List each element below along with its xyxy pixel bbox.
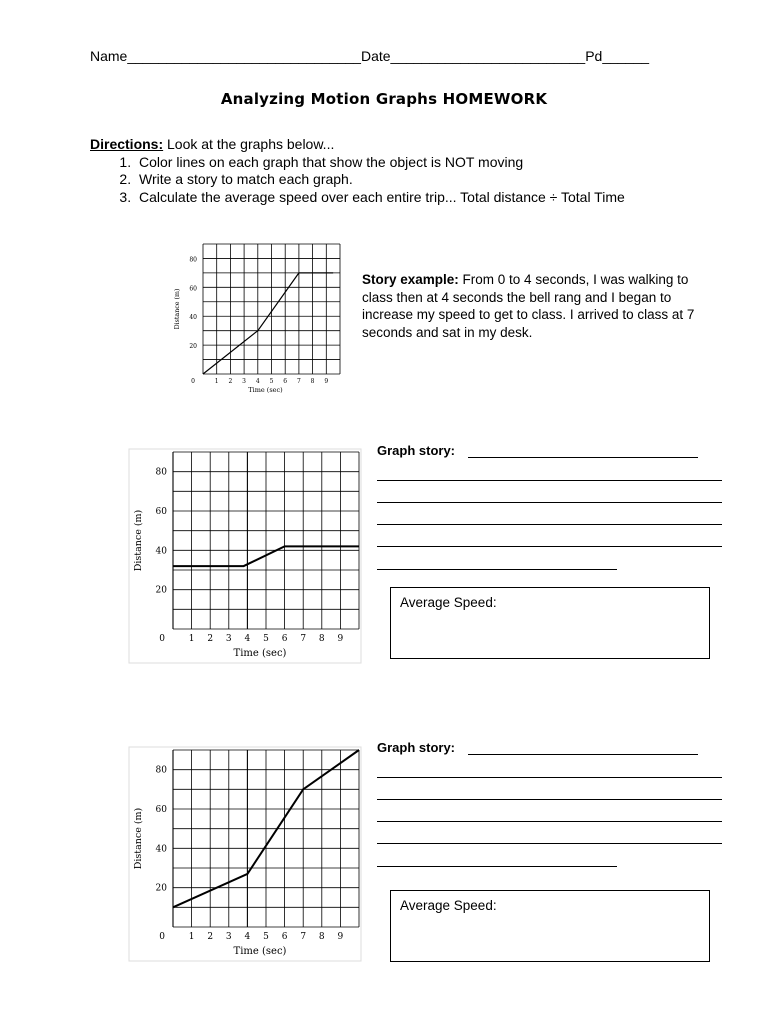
- average-speed-label: Average Speed:: [400, 595, 497, 610]
- origin-label: 0: [191, 378, 195, 385]
- y-tick-label: 60: [155, 805, 167, 815]
- graph-story-1-line[interactable]: [377, 524, 722, 525]
- directions-intro: Look at the graphs below...: [163, 136, 335, 152]
- graph-story-2-line[interactable]: [377, 821, 722, 822]
- x-tick-label: 5: [263, 932, 269, 942]
- origin-label: 0: [159, 634, 165, 644]
- x-tick-label: 9: [337, 932, 344, 942]
- x-tick-label: 6: [281, 932, 288, 942]
- x-tick-label: 3: [225, 932, 232, 942]
- directions-list: [90, 154, 625, 207]
- graph-story-2-line[interactable]: [468, 754, 698, 755]
- graph-2: [128, 746, 362, 963]
- graph-story-2-line[interactable]: [377, 843, 722, 844]
- graph-story-2-label: Graph story:: [377, 740, 456, 755]
- x-tick-label: 9: [324, 378, 329, 385]
- graph-story-1-label: Graph story:: [377, 443, 456, 458]
- x-tick-label: 5: [269, 378, 274, 385]
- y-tick-label: 80: [155, 467, 167, 478]
- x-tick-label: 5: [263, 634, 269, 644]
- y-tick-label: 60: [189, 285, 197, 293]
- origin-label: 0: [159, 932, 165, 942]
- y-tick-label: 40: [155, 546, 167, 557]
- graph-story-1-line[interactable]: [377, 569, 617, 570]
- x-tick-label: 2: [207, 932, 214, 942]
- graph-story-2-line[interactable]: [377, 799, 722, 800]
- direction-item: 2. Write a story to match each graph.: [135, 171, 625, 189]
- story-example-label: Story example:: [362, 272, 459, 287]
- y-tick-label: 60: [155, 507, 167, 517]
- x-tick-label: 1: [214, 378, 219, 385]
- x-tick-label: 3: [225, 634, 232, 644]
- y-axis-label: Distance (m): [133, 807, 144, 870]
- header-line: [90, 48, 649, 64]
- pd-blank[interactable]: ______: [602, 48, 650, 64]
- y-tick-label: 20: [189, 343, 197, 351]
- x-axis-label: Time (sec): [233, 648, 287, 659]
- average-speed-label: Average Speed:: [400, 898, 497, 913]
- story-example: [362, 271, 707, 341]
- graph-1: [128, 448, 362, 665]
- x-tick-label: 1: [188, 932, 195, 942]
- x-tick-label: 7: [296, 378, 301, 385]
- x-axis-label: Time (sec): [248, 386, 283, 394]
- x-tick-label: 2: [207, 634, 214, 644]
- y-tick-label: 80: [189, 256, 197, 264]
- x-tick-label: 2: [228, 378, 233, 385]
- date-label: Date: [360, 48, 391, 64]
- directions-label: Directions:: [90, 136, 164, 152]
- x-tick-label: 4: [255, 378, 260, 385]
- x-tick-label: 9: [337, 634, 344, 644]
- graph-story-2-line[interactable]: [377, 866, 617, 867]
- name-label: Name: [90, 48, 128, 64]
- graph-story-1-line[interactable]: [377, 480, 722, 481]
- y-tick-label: 80: [155, 765, 167, 776]
- y-tick-label: 40: [189, 314, 197, 322]
- x-tick-label: 8: [318, 634, 325, 644]
- x-tick-label: 6: [281, 634, 288, 644]
- data-line: [203, 273, 333, 374]
- graph-story-2-line[interactable]: [377, 777, 722, 778]
- name-blank[interactable]: ______________________________: [127, 48, 361, 64]
- y-tick-label: 40: [155, 844, 167, 855]
- graph-story-1-line[interactable]: [377, 502, 722, 503]
- x-axis-label: Time (sec): [233, 946, 287, 957]
- y-tick-label: 20: [155, 585, 167, 596]
- directions: [90, 136, 625, 206]
- x-tick-label: 7: [300, 932, 307, 942]
- direction-item: 3. Calculate the average speed over each entire trip... Total distance ÷ Total Time: [135, 189, 625, 207]
- graph-story-1-line[interactable]: [468, 457, 698, 458]
- direction-item: 1. Color lines on each graph that show the object is NOT moving: [135, 154, 625, 172]
- average-speed-box-1[interactable]: [390, 587, 710, 659]
- x-tick-label: 4: [244, 932, 251, 942]
- x-tick-label: 4: [244, 634, 251, 644]
- x-tick-label: 8: [318, 932, 325, 942]
- graph-story-1-line[interactable]: [377, 546, 722, 547]
- example-graph: [170, 240, 350, 405]
- x-tick-label: 1: [188, 634, 195, 644]
- y-axis-label: Distance (m): [133, 509, 144, 572]
- story-example-text: From 0 to 4 seconds, I was walking to class then at 4 seconds the bell rang and I began to increase my speed to get to class. I arrived to class at 7 seconds and sat in my desk.: [362, 272, 695, 340]
- date-blank[interactable]: _________________________: [390, 48, 586, 64]
- average-speed-box-2[interactable]: [390, 890, 710, 962]
- x-tick-label: 6: [283, 378, 288, 385]
- x-tick-label: 7: [300, 634, 307, 644]
- pd-label: Pd: [585, 48, 603, 64]
- y-tick-label: 20: [155, 883, 167, 894]
- x-tick-label: 3: [242, 378, 247, 385]
- page-title: Analyzing Motion Graphs HOMEWORK: [220, 90, 548, 108]
- x-tick-label: 8: [310, 378, 315, 385]
- y-axis-label: Distance (m): [174, 288, 181, 330]
